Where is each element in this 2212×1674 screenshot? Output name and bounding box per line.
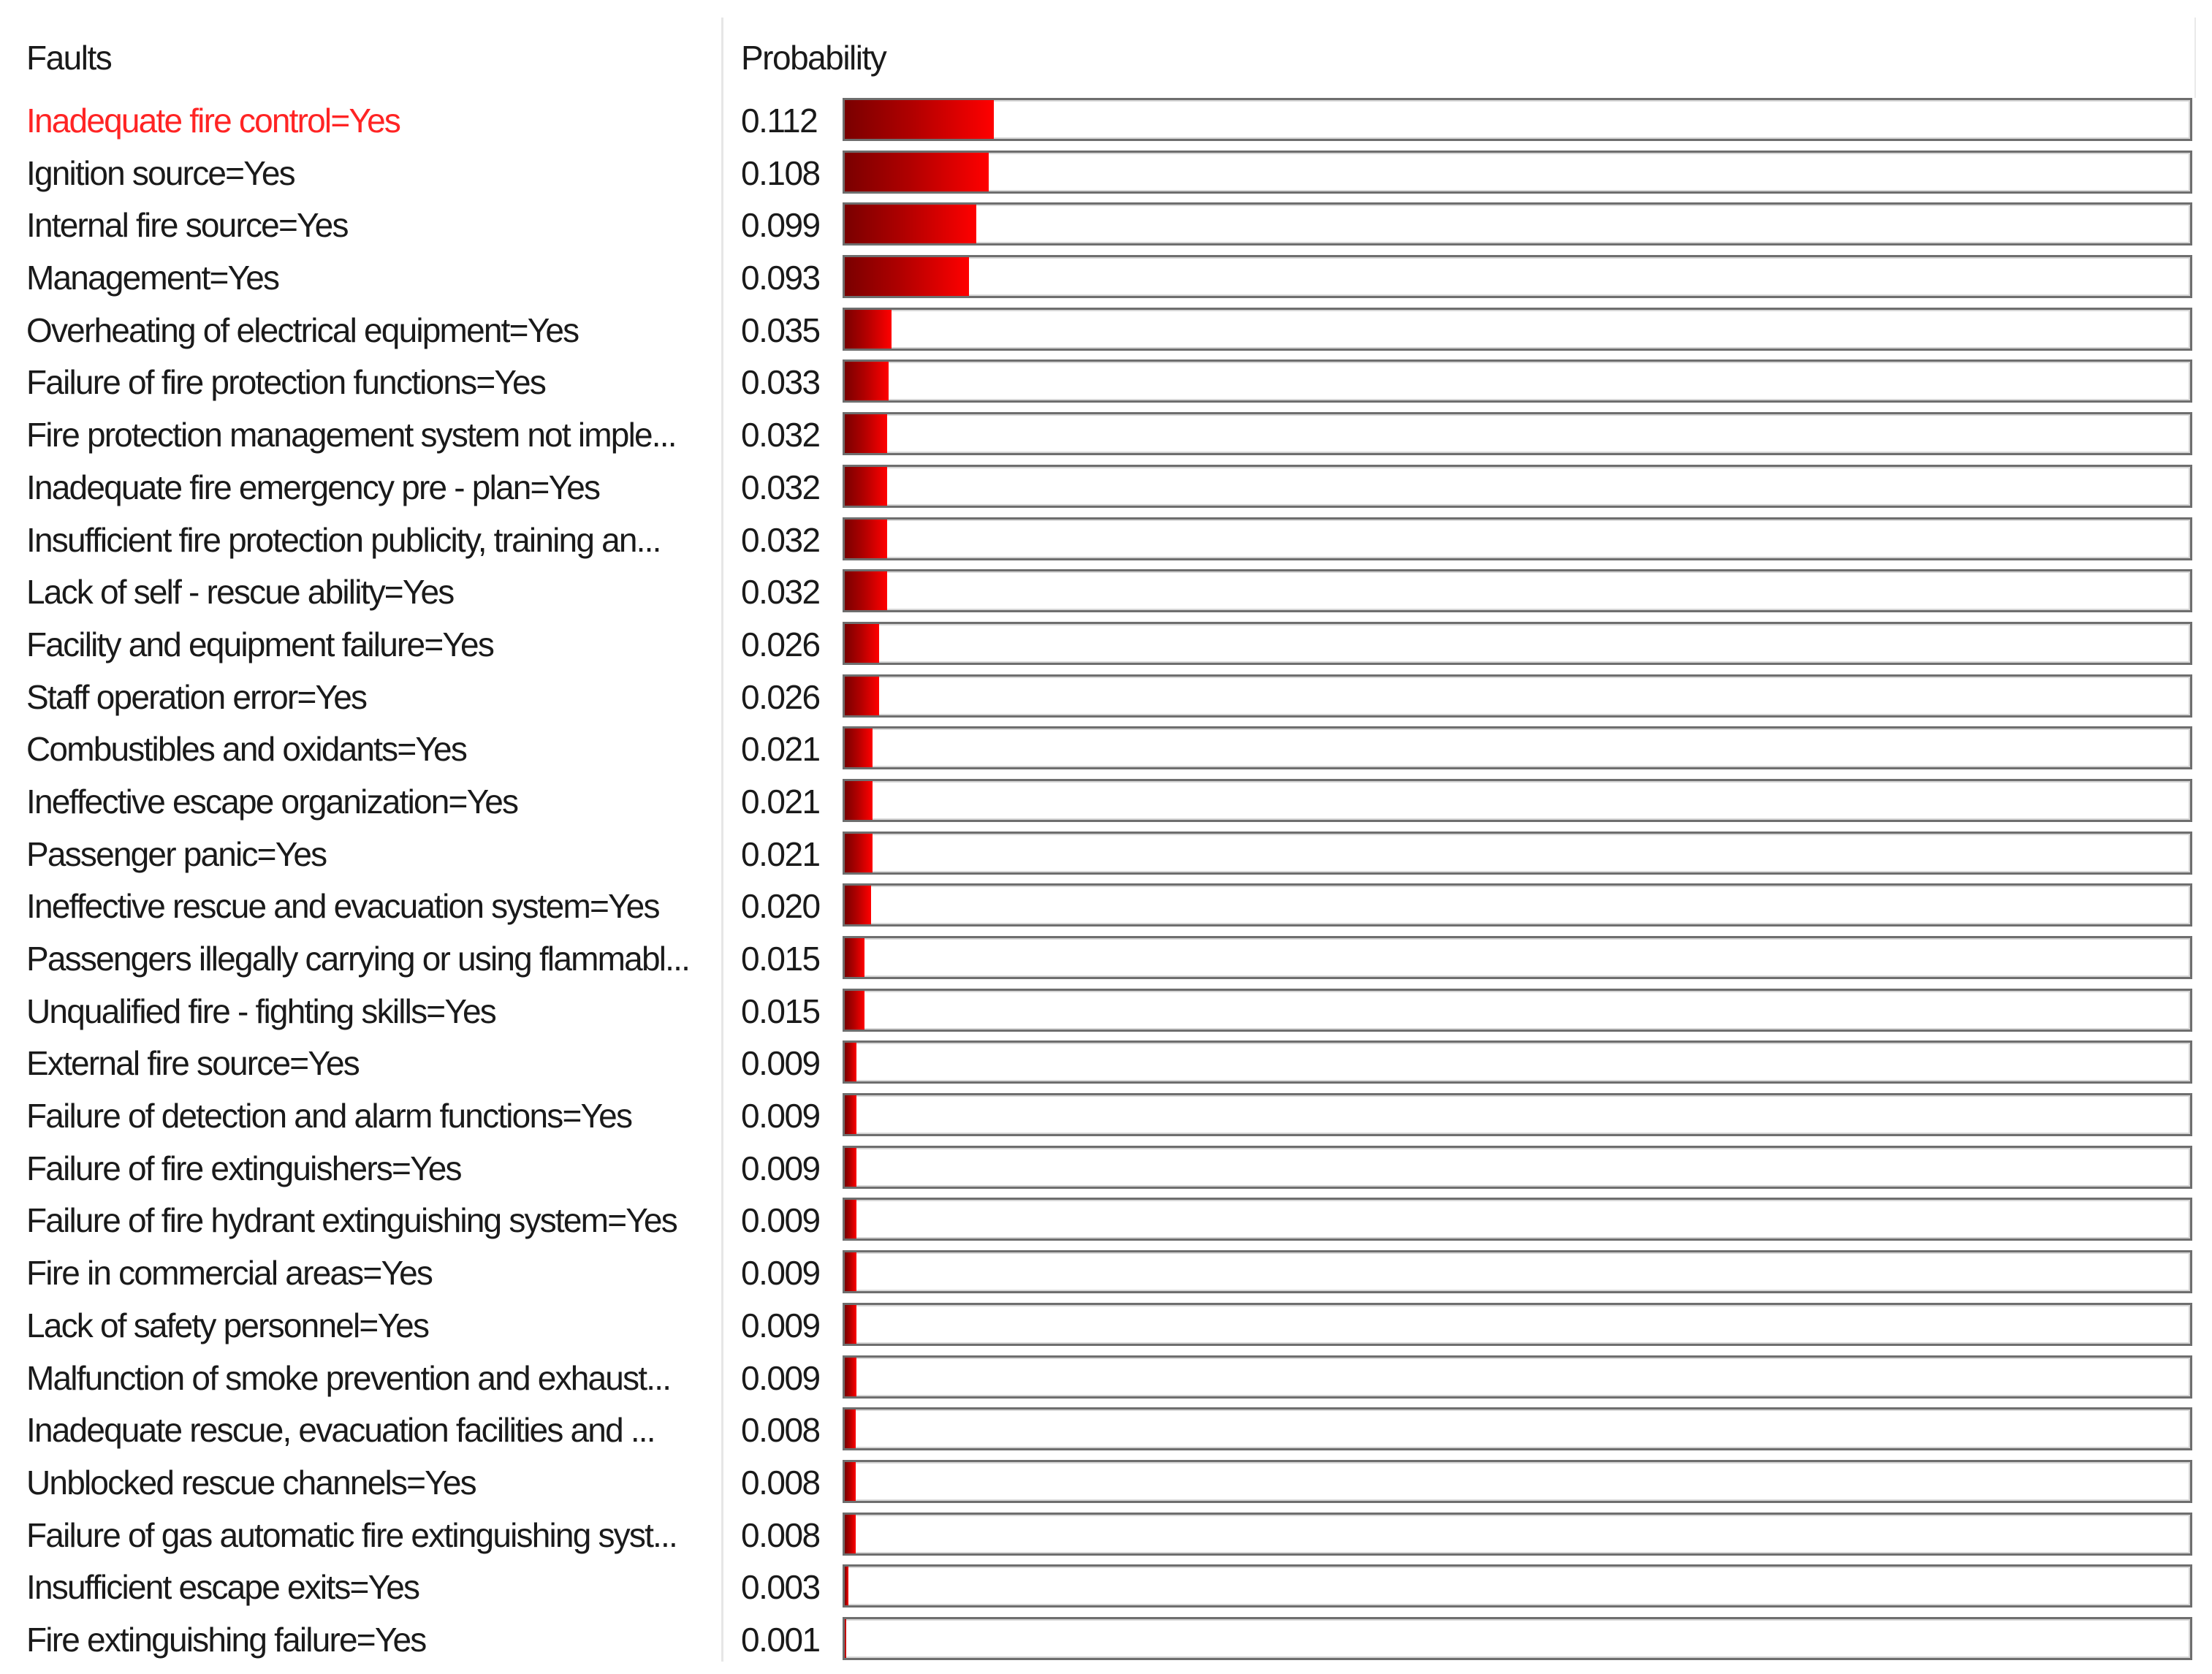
- probability-bar-track: [843, 1040, 2192, 1084]
- fault-row[interactable]: [0, 567, 2212, 620]
- fault-row[interactable]: [0, 1195, 2212, 1248]
- probability-bar-fill: [845, 1095, 856, 1134]
- probability-bar-track: [843, 1146, 2192, 1189]
- column-header-probability[interactable]: Probability: [741, 39, 886, 77]
- probability-bar-track: [843, 517, 2192, 560]
- fault-row[interactable]: [0, 96, 2212, 148]
- fault-row[interactable]: [0, 1615, 2212, 1667]
- column-header-faults[interactable]: Faults: [26, 39, 112, 77]
- fault-row[interactable]: [0, 1405, 2212, 1458]
- fault-row[interactable]: [0, 1510, 2212, 1563]
- probability-bar-fill: [845, 834, 873, 872]
- fault-label: Lack of safety personnel=Yes: [26, 1306, 429, 1344]
- probability-bar-track: [843, 779, 2192, 822]
- probability-value: 0.032: [741, 416, 820, 454]
- fault-row[interactable]: [0, 1091, 2212, 1144]
- fault-row[interactable]: [0, 1301, 2212, 1353]
- probability-bar-track: [843, 151, 2192, 194]
- fault-label: Staff operation error=Yes: [26, 677, 367, 716]
- probability-bar-track: [843, 883, 2192, 927]
- probability-bar-track: [843, 465, 2192, 508]
- header-right-edge: [2194, 18, 2196, 98]
- fault-row[interactable]: [0, 253, 2212, 305]
- fault-label: Unblocked rescue channels=Yes: [26, 1463, 476, 1502]
- probability-value: 0.009: [741, 1306, 820, 1344]
- probability-bar-track: [843, 202, 2192, 246]
- fault-label: Inadequate fire emergency pre - plan=Yes: [26, 468, 600, 506]
- probability-bar-fill: [845, 886, 871, 924]
- probability-bar-fill: [845, 153, 989, 191]
- probability-bar-fill: [845, 1409, 856, 1448]
- probability-bar-track: [843, 412, 2192, 455]
- fault-label: Insufficient escape exits=Yes: [26, 1568, 419, 1607]
- fault-row[interactable]: [0, 148, 2212, 201]
- probability-bar-fill: [845, 1462, 856, 1501]
- probability-value: 0.099: [741, 206, 820, 245]
- probability-bar-fill: [845, 1515, 856, 1553]
- probability-value: 0.015: [741, 940, 820, 978]
- probability-bar-track: [843, 359, 2192, 403]
- probability-value: 0.008: [741, 1411, 820, 1450]
- fault-row[interactable]: [0, 1353, 2212, 1406]
- probability-value: 0.026: [741, 625, 820, 663]
- probability-bar-fill: [845, 520, 887, 558]
- probability-bar-track: [843, 674, 2192, 718]
- probability-bar-fill: [845, 257, 969, 296]
- probability-value: 0.026: [741, 677, 820, 716]
- fault-row[interactable]: [0, 200, 2212, 253]
- probability-value: 0.108: [741, 153, 820, 192]
- probability-value: 0.032: [741, 468, 820, 506]
- probability-bar-track: [843, 726, 2192, 769]
- fault-row[interactable]: [0, 620, 2212, 672]
- probability-value: 0.035: [741, 311, 820, 349]
- fault-label: Fire extinguishing failure=Yes: [26, 1620, 426, 1659]
- probability-bar-track: [843, 832, 2192, 875]
- probability-bar-fill: [845, 1305, 856, 1344]
- probability-bar-track: [843, 255, 2192, 298]
- probability-value: 0.093: [741, 259, 820, 297]
- probability-value: 0.021: [741, 834, 820, 873]
- probability-bar-fill: [845, 624, 879, 663]
- fault-row[interactable]: [0, 1144, 2212, 1196]
- probability-value: 0.001: [741, 1620, 820, 1659]
- fault-row[interactable]: [0, 777, 2212, 829]
- fault-row[interactable]: [0, 305, 2212, 358]
- probability-bar-fill: [845, 571, 887, 610]
- probability-bar-fill: [845, 1619, 846, 1658]
- probability-bar-fill: [845, 100, 994, 139]
- fault-row[interactable]: [0, 1562, 2212, 1615]
- probability-bar-fill: [845, 1252, 856, 1291]
- probability-bar-track: [843, 622, 2192, 665]
- probability-value: 0.021: [741, 782, 820, 821]
- fault-row[interactable]: [0, 934, 2212, 986]
- probability-value: 0.009: [741, 1044, 820, 1083]
- fault-label: Management=Yes: [26, 259, 279, 297]
- probability-value: 0.033: [741, 363, 820, 402]
- probability-value: 0.009: [741, 1201, 820, 1240]
- probability-value: 0.009: [741, 1097, 820, 1135]
- fault-label: Failure of fire extinguishers=Yes: [26, 1149, 461, 1187]
- fault-label: Fire in commercial areas=Yes: [26, 1254, 433, 1293]
- probability-value: 0.032: [741, 573, 820, 612]
- probability-bar-track: [843, 98, 2192, 141]
- probability-bar-track: [843, 989, 2192, 1032]
- fault-row[interactable]: [0, 1458, 2212, 1510]
- probability-bar-fill: [845, 310, 892, 349]
- probability-value: 0.015: [741, 992, 820, 1030]
- fault-label: Combustibles and oxidants=Yes: [26, 730, 467, 769]
- fault-label: Insufficient fire protection publicity, training an...: [26, 520, 661, 559]
- probability-bar-fill: [845, 1148, 856, 1187]
- fault-row[interactable]: [0, 986, 2212, 1039]
- probability-bar-track: [843, 1617, 2192, 1660]
- fault-row[interactable]: [0, 724, 2212, 777]
- fault-label: Inadequate rescue, evacuation facilities and ...: [26, 1411, 655, 1450]
- fault-label: Passengers illegally carrying or using flammabl...: [26, 940, 690, 978]
- probability-bar-fill: [845, 938, 864, 977]
- probability-value: 0.003: [741, 1568, 820, 1607]
- probability-bar-track: [843, 1355, 2192, 1399]
- probability-bar-track: [843, 1460, 2192, 1503]
- probability-value: 0.021: [741, 730, 820, 769]
- fault-label: Ineffective escape organization=Yes: [26, 782, 518, 821]
- fault-row[interactable]: [0, 829, 2212, 882]
- fault-label: Malfunction of smoke prevention and exhaust...: [26, 1358, 671, 1397]
- probability-bar-fill: [845, 205, 976, 243]
- fault-rows: [0, 96, 2212, 1667]
- fault-label: Failure of fire hydrant extinguishing system=Yes: [26, 1201, 677, 1240]
- fault-label: Failure of detection and alarm functions=Yes: [26, 1097, 632, 1135]
- fault-label: Internal fire source=Yes: [26, 206, 348, 245]
- fault-label: Lack of self - rescue ability=Yes: [26, 573, 454, 612]
- probability-bar-track: [843, 1198, 2192, 1241]
- probability-bar-track: [843, 1407, 2192, 1450]
- probability-bar-fill: [845, 467, 887, 506]
- probability-bar-fill: [845, 991, 864, 1030]
- fault-label: Unqualified fire - fighting skills=Yes: [26, 992, 495, 1030]
- fault-row[interactable]: [0, 410, 2212, 463]
- fault-row[interactable]: [0, 881, 2212, 934]
- probability-value: 0.009: [741, 1254, 820, 1293]
- probability-bar-track: [843, 569, 2192, 612]
- fault-label: Ineffective rescue and evacuation system=Yes: [26, 887, 659, 926]
- fault-row[interactable]: [0, 515, 2212, 568]
- fault-row[interactable]: [0, 357, 2212, 410]
- probability-value: 0.008: [741, 1463, 820, 1502]
- probability-bar-fill: [845, 1358, 856, 1396]
- fault-label: Failure of fire protection functions=Yes: [26, 363, 546, 402]
- probability-bar-fill: [845, 1043, 856, 1081]
- probability-bar-fill: [845, 362, 889, 400]
- fault-label: Inadequate fire control=Yes: [26, 102, 400, 140]
- probability-bar-fill: [845, 1200, 856, 1239]
- probability-value: 0.020: [741, 887, 820, 926]
- fault-label: Passenger panic=Yes: [26, 834, 327, 873]
- probability-bar-track: [843, 936, 2192, 979]
- fault-row[interactable]: [0, 463, 2212, 515]
- probability-value: 0.112: [741, 102, 818, 140]
- probability-bar-track: [843, 1093, 2192, 1136]
- probability-bar-fill: [845, 728, 873, 767]
- fault-row[interactable]: [0, 1038, 2212, 1091]
- fault-label: Facility and equipment failure=Yes: [26, 625, 494, 663]
- probability-bar-track: [843, 1303, 2192, 1346]
- probability-bar-track: [843, 308, 2192, 351]
- fault-label: Failure of gas automatic fire extinguishing syst...: [26, 1515, 677, 1554]
- fault-row[interactable]: [0, 1248, 2212, 1301]
- fault-label: Ignition source=Yes: [26, 153, 294, 192]
- probability-bar-fill: [845, 781, 873, 820]
- probability-value: 0.032: [741, 520, 820, 559]
- probability-value: 0.009: [741, 1149, 820, 1187]
- fault-label: External fire source=Yes: [26, 1044, 359, 1083]
- fault-label: Overheating of electrical equipment=Yes: [26, 311, 579, 349]
- fault-row[interactable]: [0, 672, 2212, 725]
- fault-label: Fire protection management system not imple...: [26, 416, 676, 454]
- probability-value: 0.008: [741, 1515, 820, 1554]
- probability-bar-fill: [845, 1567, 848, 1605]
- probability-bar-track: [843, 1250, 2192, 1293]
- probability-bar-fill: [845, 677, 879, 715]
- probability-value: 0.009: [741, 1358, 820, 1397]
- probability-bar-fill: [845, 414, 887, 453]
- probability-bar-track: [843, 1513, 2192, 1556]
- probability-bar-track: [843, 1564, 2192, 1608]
